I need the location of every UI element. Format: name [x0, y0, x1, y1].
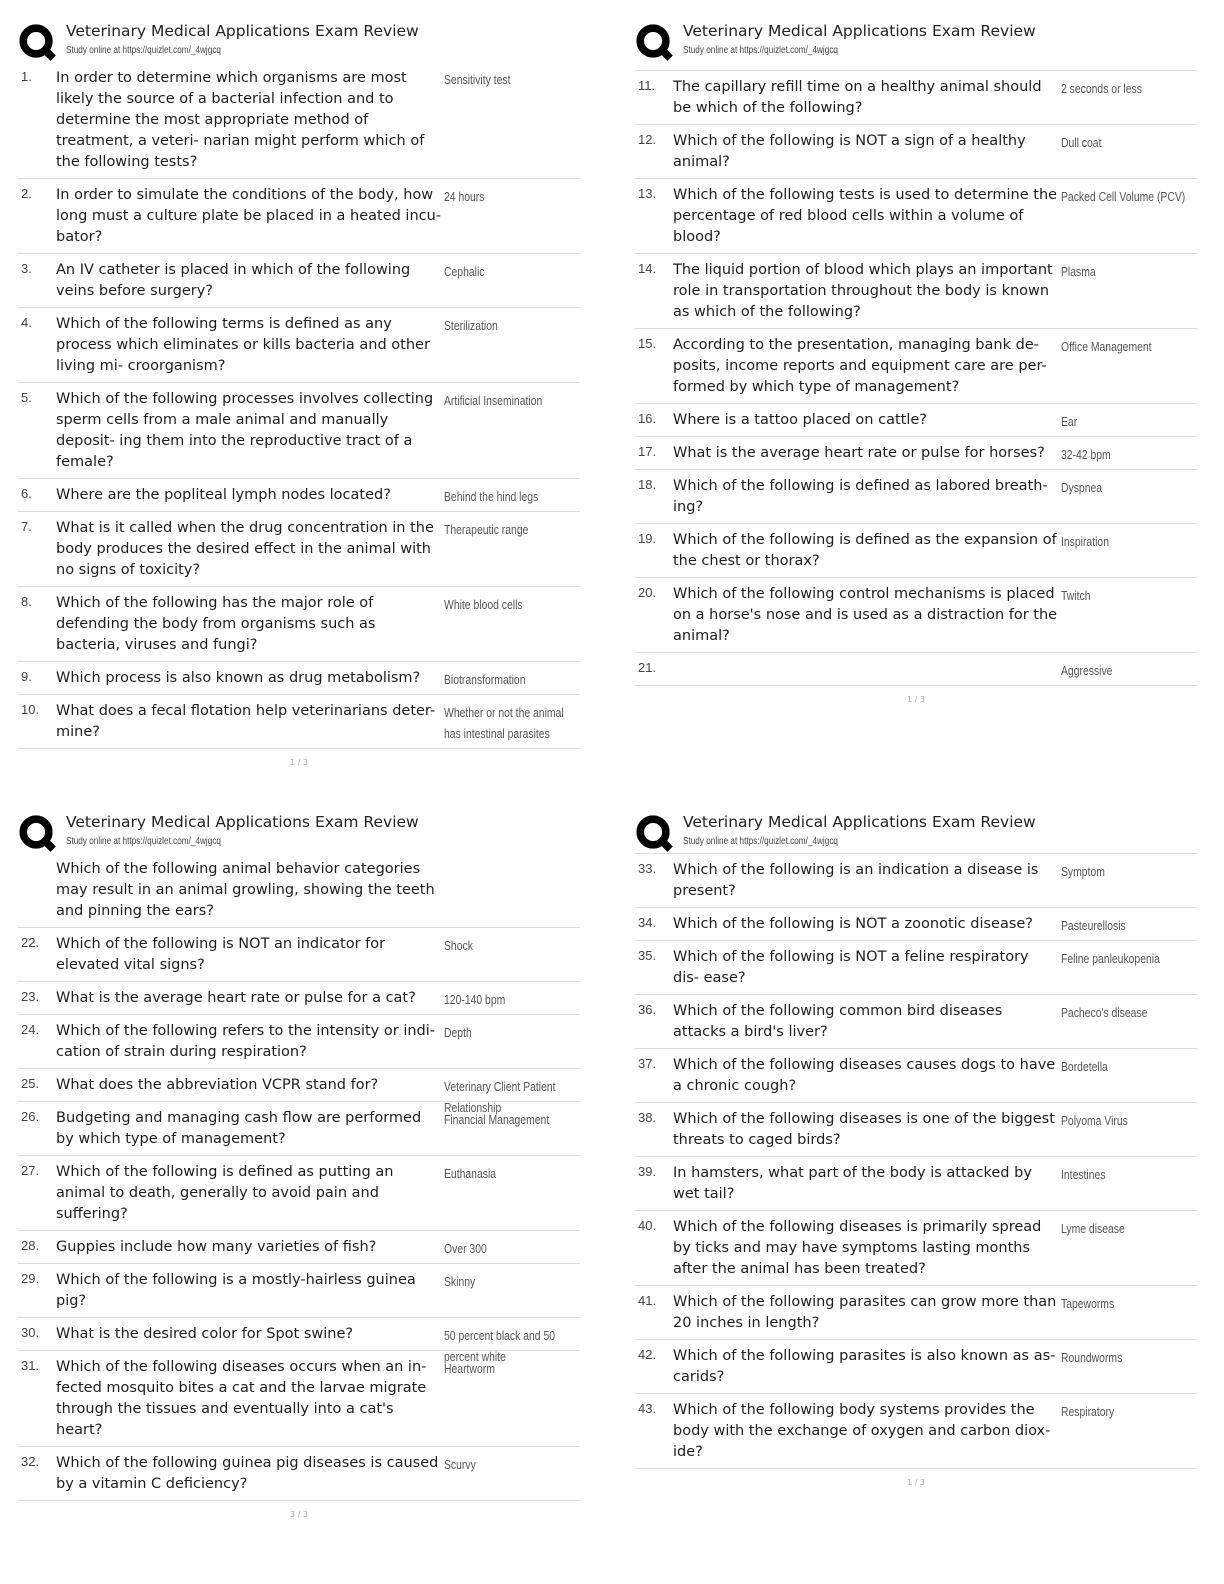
answer-text [1061, 1002, 1168, 1023]
question-number: 18. [638, 477, 657, 492]
answer-line: Heartworm [444, 1361, 495, 1376]
question-text: Which of the following common bird diseases attacks a bird's liver? [673, 1003, 1003, 1040]
page-subtitle-link[interactable]: Study online at https://quizlet.com/_4wjgcq [66, 45, 221, 56]
page-2 [635, 20, 1197, 704]
answer-text [444, 1163, 551, 1184]
question-text: Which of the following is defined as the expansion of the chest or thorax? [673, 532, 1057, 569]
question-row [635, 653, 1197, 686]
question-text: Which of the following diseases is one of the biggest threats to caged birds? [673, 1111, 1055, 1148]
answer-line: Sensitivity test [444, 72, 511, 87]
page-header [18, 811, 580, 853]
question-number: 5. [21, 390, 32, 405]
question-number: 37. [638, 1056, 657, 1071]
question-number: 39. [638, 1164, 657, 1179]
answer-line: Veterinary Client Patient [444, 1079, 556, 1094]
question-row [18, 853, 580, 928]
question-list [635, 853, 1197, 1469]
answer-line: Dyspnea [1061, 480, 1103, 495]
question-number: 27. [21, 1163, 40, 1178]
answer-text [444, 486, 551, 507]
page-1 [18, 20, 580, 767]
question-number: 19. [638, 531, 657, 546]
question-number: 32. [21, 1454, 40, 1469]
question-number: 24. [21, 1022, 40, 1037]
answer-line: Skinny [444, 1274, 476, 1289]
answer-line: Behind the hind legs [444, 489, 539, 504]
answer-line: Sterilization [444, 318, 498, 333]
question-row [635, 254, 1197, 329]
question-row [18, 1318, 580, 1364]
answer-line: 2 seconds or less [1061, 81, 1142, 96]
answer-text [444, 1238, 551, 1259]
answer-text [444, 69, 551, 90]
answer-text [444, 669, 551, 690]
answer-line: Shock [444, 938, 473, 953]
page-4 [635, 811, 1197, 1487]
answer-text [444, 261, 551, 282]
question-text: Which of the following is defined as labored breath- ing? [673, 478, 1048, 515]
question-row [635, 179, 1197, 254]
answer-text [1061, 1401, 1168, 1422]
question-row [18, 179, 580, 254]
question-text: Which of the following guinea pig diseases is caused by a vitamin C deficiency? [56, 1455, 439, 1492]
answer-text [444, 989, 551, 1010]
question-row [635, 524, 1197, 578]
question-text: What is it called when the drug concentration in the body produces the desired effect in the animal with no signs of toxicity? [56, 520, 434, 578]
page-header [635, 20, 1197, 62]
page-title: Veterinary Medical Applications Exam Review [683, 813, 1036, 831]
question-row [635, 578, 1197, 653]
answer-line: Tapeworms [1061, 1296, 1115, 1311]
question-text: Which of the following control mechanisms is placed on a horse's nose and is used as a distraction for the animal? [673, 586, 1058, 644]
answer-line: Depth [444, 1025, 472, 1040]
question-text: Which of the following parasites can grow more than 20 inches in length? [673, 1294, 1057, 1331]
question-text: Which of the following animal behavior categories may result in an animal growling, showing the teeth and pinning the ears? [56, 861, 435, 919]
question-row [18, 1069, 580, 1115]
question-text: What is the average heart rate or pulse for a cat? [56, 990, 416, 1006]
question-text: Which process is also known as drug metabolism? [56, 670, 421, 686]
answer-text [444, 1109, 551, 1130]
question-row [635, 1286, 1197, 1340]
question-number: 2. [21, 186, 32, 201]
question-row [635, 995, 1197, 1049]
answer-line: Relationship [444, 1100, 502, 1115]
answer-text [1061, 1293, 1168, 1314]
answer-line: Roundworms [1061, 1350, 1123, 1365]
answer-line: Financial Management [444, 1112, 550, 1127]
question-row [635, 470, 1197, 524]
question-row [635, 437, 1197, 470]
answer-text [444, 1454, 551, 1475]
answer-line: White blood cells [444, 597, 523, 612]
answer-text [1061, 411, 1168, 432]
question-text: Which of the following is defined as putting an animal to death, generally to avoid pain and suffering? [56, 1164, 394, 1222]
question-row [635, 1340, 1197, 1394]
question-text: Which of the following has the major role of defending the body from organisms such as bacteria, viruses and fungi? [56, 595, 376, 653]
answer-text [444, 935, 551, 956]
question-number: 36. [638, 1002, 657, 1017]
question-text: Which of the following diseases causes dogs to have a chronic cough? [673, 1057, 1056, 1094]
question-row [635, 329, 1197, 404]
question-number: 14. [638, 261, 657, 276]
question-row [635, 1211, 1197, 1286]
answer-text [1061, 1110, 1168, 1131]
answer-text [444, 519, 551, 540]
answer-text [444, 1271, 551, 1292]
question-number: 10. [21, 702, 40, 717]
answer-text [1061, 948, 1168, 969]
answer-line: Aggressive [1061, 663, 1113, 678]
question-number: 9. [21, 669, 32, 684]
answer-line: Plasma [1061, 264, 1096, 279]
question-row [18, 1102, 580, 1156]
answer-line: Lyme disease [1061, 1221, 1125, 1236]
question-row [18, 62, 580, 179]
page-footer-number: 1 / 3 [907, 695, 925, 704]
answer-text [1061, 1347, 1168, 1368]
question-number: 42. [638, 1347, 657, 1362]
answer-line: 120-140 bpm [444, 992, 506, 1007]
question-row [18, 1231, 580, 1264]
question-number: 8. [21, 594, 32, 609]
quizlet-logo-icon [18, 814, 56, 852]
answer-line: Respiratory [1061, 1404, 1115, 1419]
question-number: 15. [638, 336, 657, 351]
page-footer-number: 3 / 3 [290, 1510, 308, 1519]
quizlet-logo-icon [18, 23, 56, 61]
question-text: Budgeting and managing cash flow are performed by which type of management? [56, 1110, 422, 1147]
question-number: 21. [638, 660, 657, 675]
question-text: Which of the following diseases occurs when an in- fected mosquito bites a cat and the larvae migrate through the tissues and eventually into a cat's heart? [56, 1359, 427, 1438]
question-text: Which of the following is NOT an indicator for elevated vital signs? [56, 936, 386, 973]
question-text: In hamsters, what part of the body is attacked by wet tail? [673, 1165, 1032, 1202]
question-number: 41. [638, 1293, 657, 1308]
answer-text [1061, 261, 1168, 282]
question-number: 4. [21, 315, 32, 330]
answer-line: percent white [444, 1349, 506, 1364]
question-number: 26. [21, 1109, 40, 1124]
answer-text [444, 702, 564, 744]
answer-line: Intestines [1061, 1167, 1106, 1182]
question-text: In order to simulate the conditions of the body, how long must a culture plate be placed in a heated incu- bator? [56, 187, 442, 245]
answer-line: Biotransformation [444, 672, 526, 687]
question-number: 40. [638, 1218, 657, 1233]
answer-text [1061, 186, 1186, 207]
page-header [18, 20, 580, 62]
question-row [18, 383, 580, 479]
quizlet-logo-icon [635, 23, 673, 61]
answer-text [1061, 585, 1168, 606]
page-subtitle-link[interactable]: Study online at https://quizlet.com/_4wjgcq [683, 45, 838, 56]
answer-line: Polyoma Virus [1061, 1113, 1128, 1128]
question-number: 38. [638, 1110, 657, 1125]
question-row [18, 1351, 580, 1447]
question-text: What does a fecal flotation help veterinarians deter- mine? [56, 703, 436, 740]
answer-text [1061, 660, 1168, 681]
question-row [18, 254, 580, 308]
page-title: Veterinary Medical Applications Exam Review [66, 813, 419, 831]
question-number: 3. [21, 261, 32, 276]
answer-text [1061, 1218, 1168, 1239]
answer-line: Euthanasia [444, 1166, 497, 1181]
answer-line: 24 hours [444, 189, 485, 204]
answer-line: Symptom [1061, 864, 1105, 879]
answer-line: 50 percent black and 50 [444, 1328, 556, 1343]
answer-text [1061, 78, 1168, 99]
answer-text [444, 315, 551, 336]
answer-text [1061, 132, 1168, 153]
question-number: 23. [21, 989, 40, 1004]
answer-line: Feline panleukopenia [1061, 951, 1160, 966]
answer-line: Whether or not the animal [444, 705, 564, 720]
question-number: 28. [21, 1238, 40, 1253]
question-number: 17. [638, 444, 657, 459]
question-text: Which of the following refers to the intensity or indi- cation of strain during respiration? [56, 1023, 435, 1060]
question-text: Where are the popliteal lymph nodes located? [56, 487, 391, 503]
question-text: Which of the following is NOT a feline respiratory dis- ease? [673, 949, 1029, 986]
question-number: 6. [21, 486, 32, 501]
question-number: 34. [638, 915, 657, 930]
answer-line: Cephalic [444, 264, 485, 279]
question-number: 30. [21, 1325, 40, 1340]
question-row [18, 695, 580, 749]
answer-line: Pacheco's disease [1061, 1005, 1148, 1020]
answer-line: Dull coat [1061, 135, 1102, 150]
page-title: Veterinary Medical Applications Exam Review [66, 22, 419, 40]
question-text: An IV catheter is placed in which of the following veins before surgery? [56, 262, 411, 299]
answer-line: Artificial Insemination [444, 393, 543, 408]
question-text: Which of the following is a mostly-hairless guinea pig? [56, 1272, 416, 1309]
page-title: Veterinary Medical Applications Exam Review [683, 22, 1036, 40]
question-number: 22. [21, 935, 40, 950]
question-text: What is the desired color for Spot swine? [56, 1326, 354, 1342]
answer-line: Office Management [1061, 339, 1152, 354]
question-row [635, 908, 1197, 941]
question-row [18, 587, 580, 662]
question-text: Which of the following diseases is primarily spread by ticks and may have symptoms lasting months after the animal has been treated? [673, 1219, 1042, 1277]
question-text: In order to determine which organisms are most likely the source of a bacterial infection and to determine the most appropriate method of treatment, a veteri- narian might perform which of the following tests? [56, 70, 425, 170]
answer-text [1061, 861, 1168, 882]
question-row [18, 662, 580, 695]
question-number: 11. [638, 78, 656, 93]
question-text: Which of the following is NOT a zoonotic disease? [673, 916, 1034, 932]
question-list [18, 62, 580, 749]
question-row [18, 1156, 580, 1231]
answer-text [1061, 1056, 1168, 1077]
answer-text [444, 186, 551, 207]
question-row [18, 479, 580, 512]
question-text: What is the average heart rate or pulse for horses? [673, 445, 1045, 461]
question-text: Which of the following terms is defined as any process which eliminates or kills bacteria and other living mi- croorganism? [56, 316, 430, 374]
question-text: Where is a tattoo placed on cattle? [673, 412, 927, 428]
question-text [673, 659, 1059, 680]
question-list [18, 853, 580, 1501]
page-header [635, 811, 1197, 853]
question-row [635, 1103, 1197, 1157]
question-row [18, 1015, 580, 1069]
answer-line: Inspiration [1061, 534, 1109, 549]
question-text: Which of the following tests is used to determine the percentage of red blood cells within a volume of blood? [673, 187, 1058, 245]
question-number: 43. [638, 1401, 657, 1416]
question-row [18, 982, 580, 1015]
answer-line: Therapeutic range [444, 522, 529, 537]
question-text: The liquid portion of blood which plays an important role in transportation throughout the body is known as which of the following? [673, 262, 1053, 320]
answer-line: has intestinal parasites [444, 726, 550, 741]
question-row [635, 125, 1197, 179]
question-number: 12. [638, 132, 657, 147]
answer-line: Ear [1061, 414, 1078, 429]
question-number: 35. [638, 948, 657, 963]
page-subtitle-link[interactable]: Study online at https://quizlet.com/_4wjgcq [683, 836, 838, 847]
question-text: Which of the following parasites is also known as as- carids? [673, 1348, 1056, 1385]
answer-line: Scurvy [444, 1457, 476, 1472]
question-row [635, 71, 1197, 125]
question-number: 29. [21, 1271, 40, 1286]
question-text: Which of the following body systems provides the body with the exchange of oxygen and carbon diox- ide? [673, 1402, 1051, 1460]
question-row [635, 1049, 1197, 1103]
question-text: Which of the following processes involves collecting sperm cells from a male animal and manually deposit- ing them into the reproductive tract of a female? [56, 391, 434, 470]
question-text: Which of the following is an indication a disease is present? [673, 862, 1039, 899]
page-subtitle-link[interactable]: Study online at https://quizlet.com/_4wjgcq [66, 836, 221, 847]
question-number: 7. [21, 519, 32, 534]
question-number: 31. [21, 1358, 40, 1373]
question-row [635, 1394, 1197, 1469]
page-footer-number: 1 / 3 [290, 758, 308, 767]
question-number: 20. [638, 585, 657, 600]
answer-line: Bordetella [1061, 1059, 1108, 1074]
question-row [18, 512, 580, 587]
question-row [635, 854, 1197, 908]
question-number: 1. [21, 69, 32, 84]
question-text: What does the abbreviation VCPR stand for? [56, 1077, 379, 1093]
question-number: 13. [638, 186, 657, 201]
answer-text [444, 1358, 551, 1379]
answer-line: Over 300 [444, 1241, 487, 1256]
question-text: The capillary refill time on a healthy animal should be which of the following? [673, 79, 1042, 116]
answer-line: 32-42 bpm [1061, 447, 1111, 462]
answer-text [1061, 915, 1168, 936]
answer-text [1061, 336, 1168, 357]
page-3 [18, 811, 580, 1519]
answer-text [444, 1022, 551, 1043]
question-text: Which of the following is NOT a sign of a healthy animal? [673, 133, 1026, 170]
answer-line: Twitch [1061, 588, 1091, 603]
question-row [635, 404, 1197, 437]
question-row [635, 1157, 1197, 1211]
question-row [18, 1264, 580, 1318]
question-row [18, 308, 580, 383]
question-number: 33. [638, 861, 657, 876]
answer-text [1061, 531, 1168, 552]
question-list [635, 70, 1197, 686]
question-row [635, 941, 1197, 995]
answer-text [1061, 444, 1168, 465]
question-text: Guppies include how many varieties of fish? [56, 1239, 377, 1255]
quizlet-logo-icon [635, 814, 673, 852]
question-number: 16. [638, 411, 657, 426]
answer-text [444, 390, 551, 411]
question-row [18, 1447, 580, 1501]
answer-text [1061, 1164, 1168, 1185]
answer-text [1061, 477, 1168, 498]
question-text: According to the presentation, managing bank de- posits, income reports and equipment care are per- formed by which type of management? [673, 337, 1047, 395]
question-number: 25. [21, 1076, 40, 1091]
answer-line: Pasteurellosis [1061, 918, 1126, 933]
question-row [18, 928, 580, 982]
page-footer-number: 1 / 3 [907, 1478, 925, 1487]
answer-text [444, 594, 551, 615]
answer-line: Packed Cell Volume (PCV) [1061, 189, 1186, 204]
